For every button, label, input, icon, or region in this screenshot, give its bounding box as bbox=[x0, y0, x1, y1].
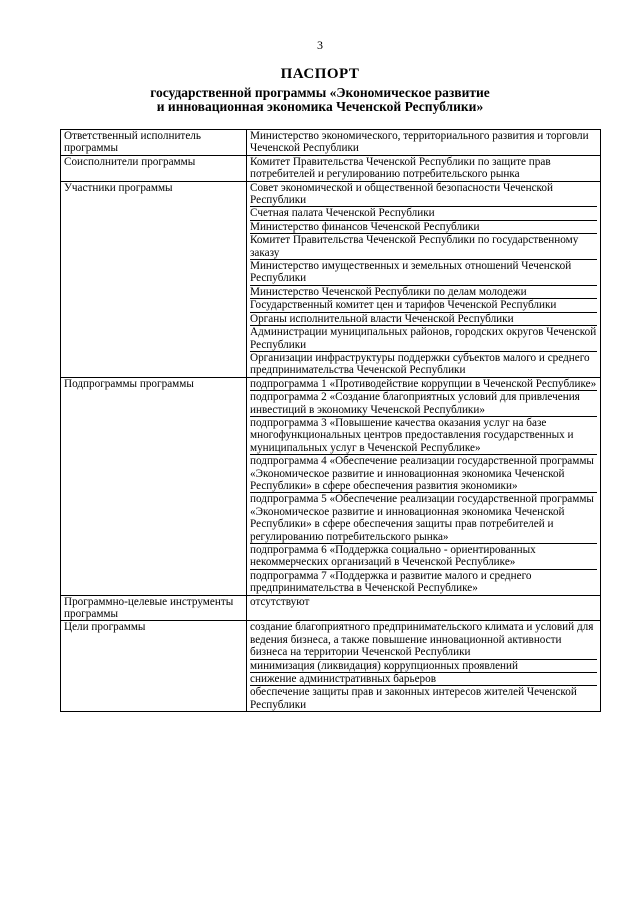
row-label: Подпрограммы программы bbox=[61, 377, 247, 595]
list-item: снижение административных барьеров bbox=[250, 673, 597, 686]
row-label: Соисполнители программы bbox=[61, 155, 247, 181]
passport-table bbox=[60, 129, 601, 712]
list-item: Министерство финансов Чеченской Республики bbox=[250, 221, 597, 234]
list-item: Организации инфраструктуры поддержки субъектов малого и среднего предпринимательства Чеченской Республики bbox=[250, 351, 590, 377]
row-values bbox=[247, 155, 601, 181]
row-values bbox=[247, 377, 601, 595]
row-label: Цели программы bbox=[61, 621, 247, 712]
list-item: Министерство Чеченской Республики по делам молодежи bbox=[250, 286, 597, 299]
list-item: Администрации муниципальных районов, городских округов Чеченской Республики bbox=[250, 326, 597, 351]
list-item: подпрограмма 3 «Повышение качества оказания услуг на базе многофункциональных центров предоставления государственных и муниципальных услуг в Чеченской Республике» bbox=[250, 417, 597, 455]
list-item: Комитет Правительства Чеченской Республики по защите прав потребителей и регулированию потребительского рынка bbox=[250, 155, 551, 181]
list-item: подпрограмма 6 «Поддержка социально - ориентированных некоммерческих организаций в Чеченской Республике» bbox=[250, 544, 597, 570]
list-item: Государственный комитет цен и тарифов Чеченской Республики bbox=[250, 299, 597, 312]
list-item: Министерство экономического, территориального развития и торговли Чеченской Республики bbox=[250, 130, 589, 155]
list-item: подпрограмма 1 «Противодействие коррупции в Чеченской Республике» bbox=[250, 377, 597, 390]
list-item: подпрограмма 7 «Поддержка и развитие малого и среднего предпринимательства в Чеченской Республике» bbox=[250, 569, 532, 595]
table-row bbox=[61, 377, 601, 595]
page-number: 3 bbox=[317, 38, 323, 52]
list-item: подпрограмма 2 «Создание благоприятных условий для привлечения инвестиций в экономику Чеченской Республики» bbox=[250, 391, 597, 417]
list-item: Счетная палата Чеченской Республики bbox=[250, 207, 597, 220]
list-item: создание благоприятного предпринимательского климата и условий для ведения бизнеса, а также повышение инновационной активности бизнеса на территории Чеченской Республики bbox=[250, 621, 597, 659]
row-values bbox=[247, 595, 601, 621]
row-label: Программно-целевые инструменты программы bbox=[61, 595, 247, 621]
row-label: Ответственный исполнитель программы bbox=[61, 130, 247, 156]
list-item: отсутствуют bbox=[250, 595, 310, 608]
table-row bbox=[61, 130, 601, 156]
list-item: Комитет Правительства Чеченской Республики по государственному заказу bbox=[250, 234, 597, 260]
list-item: Совет экономической и общественной безопасности Чеченской Республики bbox=[250, 182, 597, 208]
table-row bbox=[61, 181, 601, 377]
row-values bbox=[247, 621, 601, 712]
subtitle-line-1: государственной программы «Экономическое развитие bbox=[150, 85, 490, 100]
table-row bbox=[61, 595, 601, 621]
list-item: обеспечение защиты прав и законных интересов жителей Чеченской Республики bbox=[250, 686, 577, 711]
table-row bbox=[61, 155, 601, 181]
list-item: подпрограмма 5 «Обеспечение реализации государственной программы «Экономическое развитие и инновационная экономика Чеченской Республики» в сфере обеспечения защиты прав потребителей и регулированию потребительского рынка» bbox=[250, 493, 597, 544]
list-item: Министерство имущественных и земельных отношений Чеченской Республики bbox=[250, 260, 597, 286]
subtitle-line-2: и инновационная экономика Чеченской Республики» bbox=[156, 99, 484, 114]
list-item: Органы исполнительной власти Чеченской Республики bbox=[250, 313, 597, 326]
document-subtitle bbox=[0, 86, 640, 114]
list-item: подпрограмма 4 «Обеспечение реализации государственной программы «Экономическое развитие и инновационная экономика Чеченской Республики» в сфере обеспечения развития экономики» bbox=[250, 455, 597, 493]
list-item: минимизация (ликвидация) коррупционных проявлений bbox=[250, 660, 597, 673]
document-title: ПАСПОРТ bbox=[280, 66, 360, 82]
table-row bbox=[61, 621, 601, 712]
row-values bbox=[247, 181, 601, 377]
row-values bbox=[247, 130, 601, 156]
row-label: Участники программы bbox=[61, 181, 247, 377]
